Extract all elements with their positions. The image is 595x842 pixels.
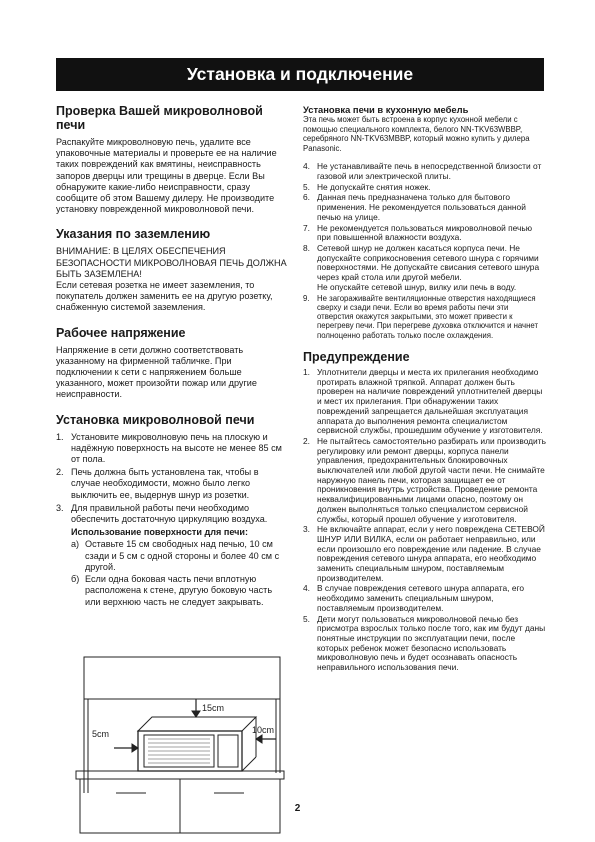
item-number: 5. <box>303 181 310 192</box>
item-number: 7. <box>303 222 310 233</box>
list-item <box>303 584 547 613</box>
list-item <box>303 437 547 524</box>
item-number: 1. <box>56 431 64 442</box>
item-number: 3. <box>56 502 64 513</box>
list-item <box>71 539 288 573</box>
item-number: 5. <box>303 613 310 624</box>
item-text: Для правильной работы печи необходимо обеспечить достаточную циркуляцию воздуха. <box>71 502 268 525</box>
item-text: Если одна боковая часть печи вплотную расположена к стене, другую боковую часть или верхнюю часть не следует закрывать. <box>85 574 273 607</box>
list-item <box>303 244 547 293</box>
item-text: Не загораживайте вентиляционные отверстия находящиеся сверху и сзади печи. Если во время работы печи эти отверстия окажутся закрытыми, это может привести к перегреву печи. При перегреве духовка отключится и начнет полноценно работать только после охлаждения. <box>317 293 539 340</box>
section-text: Напряжение в сети должно соответствовать указанному на фирменной табличке. При подключении к сети с напряжением больше указанного, может произойти пожар или другие неисправности. <box>56 344 257 400</box>
countertop <box>76 771 284 779</box>
item-number: 1. <box>303 367 310 377</box>
item-text: Не допускайте снятия ножек. <box>317 181 431 192</box>
warning-list <box>303 368 547 673</box>
item-text: Данная печь предназначена только для бытового применения. Не рекомендуется пользоваться данной печью на улице. <box>317 192 526 222</box>
left-column <box>56 104 288 609</box>
right-column <box>303 104 547 674</box>
item-number: 2. <box>303 435 310 446</box>
section-heading: Проверка Вашей микроволновой печи <box>56 104 263 132</box>
list-item <box>303 294 547 340</box>
kitchen-text: Эта печь может быть встроена в корпус кухонной мебели с помощью специального комплекта, белого NN-TKV63WBBP, серебряного NN-TKV63MBBP, который можно купить у дилера Panasonic. <box>303 115 530 153</box>
page-number: 2 <box>294 803 301 814</box>
item-number: 4. <box>303 161 310 172</box>
surface-list <box>71 539 288 607</box>
kitchen-heading: Установка печи в кухонную мебель <box>303 104 469 115</box>
section-install <box>56 413 288 608</box>
list-item <box>303 193 547 222</box>
list-item <box>303 183 547 193</box>
label-top: 15cm <box>202 703 225 713</box>
list-item <box>71 574 288 608</box>
section-heading: Указания по заземлению <box>56 227 211 242</box>
item-number: 3. <box>303 524 310 535</box>
item-text: Не пытайтесь самостоятельно разбирать или производить регулировку или ремонт дверцы, корпуса панели управления, предохранительных блокировочных выключателей или любой другой части печи. Не снимайте наружную панель печи, которая защищает ее от проникновения внутрь устройства. Проведение ремонта неквалифицированными лицами опасно, поэтому он должен выполняться только специалистом сервисной службы, который прошел обучение у изготовителя. <box>317 435 546 524</box>
item-text: В случае повреждения сетевого шнура аппарата, его необходимо заменить специальным шнуром, поставляемым производителем. <box>317 583 525 613</box>
item-text-extra: Не опускайте сетевой шнур, вилку или печь в воду. <box>317 281 517 292</box>
list-item <box>303 162 547 181</box>
section-heading: Установка микроволновой печи <box>56 412 255 427</box>
item-text: Установите микроволновую печь на плоскую и надёжную поверхность на высоте не менее 85 см от пола. <box>71 431 282 465</box>
section-check <box>56 104 288 215</box>
item-letter: б) <box>71 574 80 585</box>
item-text: Дети могут пользоваться микроволновой печью без присмотра взрослых только после того, как им будут даны понятные инструкции по эксплуатации печи, после которых ребенок может безопасно использовать микроволновую печь и будет осознавать опасность неправильного использования печи. <box>317 613 546 673</box>
section-voltage <box>56 326 288 401</box>
item-text: Уплотнители дверцы и места их прилегания необходимо протирать влажной тряпкой. Аппарат должен быть проверен на наличие повреждений уплотнителей дверцы и мест их прилегания. При обнаружении таких повреждений запрещается дальнейшая эксплуатация аппарата до выполнения ремонта специалистом сервисной службы, прошедшим обучение у изготовителя. <box>317 367 543 436</box>
item-number: 8. <box>303 243 310 253</box>
list-item <box>303 368 547 436</box>
upper-cabinet <box>84 657 280 699</box>
list-item <box>303 525 547 583</box>
list-item <box>56 467 288 501</box>
item-number: 6. <box>303 192 310 203</box>
list-item <box>56 432 288 466</box>
item-text: Не устанавливайте печь в непосредственной близости от газовой или электрической плиты. <box>317 161 542 182</box>
list-item <box>56 503 288 525</box>
warning-heading: Предупреждение <box>303 350 410 364</box>
item-number: 2. <box>56 467 64 478</box>
item-letter: а) <box>71 539 80 550</box>
label-left: 5cm <box>92 729 110 739</box>
page-title: Установка и подключение <box>56 58 544 91</box>
item-number: 9. <box>303 293 310 303</box>
subheading: Использование поверхности для печи: <box>71 527 249 538</box>
install-continued-list <box>303 162 547 340</box>
item-text: Оставьте 15 см свободных над печью, 10 см сзади и 5 см с одной стороны и более 40 см с другой. <box>85 539 280 572</box>
section-text: Распакуйте микроволновую печь, удалите все упаковочные материалы и проверьте ее на наличие таких повреждений как вмятины, неисправность запоров дверцы или трещины в дверце. Если Вы обнаружите какие-либо неисправности, сразу сообщите об этом Вашему дилеру. Не производите установку поврежденной микроволновой печи. <box>56 137 277 215</box>
section-text: Если сетевая розетка не имеет заземления, то покупатель должен заменить ее на другую розетку, снабженную системой заземления. <box>56 280 273 313</box>
item-text: Не включайте аппарат, если у него поврежденa СЕТЕВОЙ ШНУР ИЛИ ВИЛКА, если он работает неправильно, или если произошло его повреждение или падение. В случае повреждения сетевого шнура аппарата, его необходимо заменить специальным шнуром, поставляемым производителем. <box>317 524 545 583</box>
item-text: Печь должна быть установлена так, чтобы в случае необходимости, можно было легко выключить ее, выдернув шнур из розетки. <box>71 467 259 500</box>
warning-text: ВНИМАНИЕ: В ЦЕЛЯХ ОБЕСПЕЧЕНИЯ БЕЗОПАСНОСТИ МИКРОВОЛНОВАЯ ПЕЧЬ ДОЛЖНА БЫТЬ ЗАЗЕМЛЕНА! <box>56 246 287 279</box>
list-item <box>303 615 547 673</box>
section-grounding <box>56 227 288 313</box>
item-text: Не рекомендуется пользоваться микроволновой печью при повышенной влажности воздуха. <box>317 222 533 243</box>
install-list <box>56 432 288 526</box>
item-text: Сетевой шнур не должен касаться корпуса печи. Не допускайте соприкосновения сетевого шнура с горячими поверхностями. Не допускайте свисания сетевого шнура через край стола или другой мебели. <box>317 243 540 283</box>
section-heading: Рабочее напряжение <box>56 325 186 340</box>
list-item <box>303 224 547 243</box>
item-number: 4. <box>303 583 310 594</box>
label-right: 10cm <box>252 725 275 735</box>
